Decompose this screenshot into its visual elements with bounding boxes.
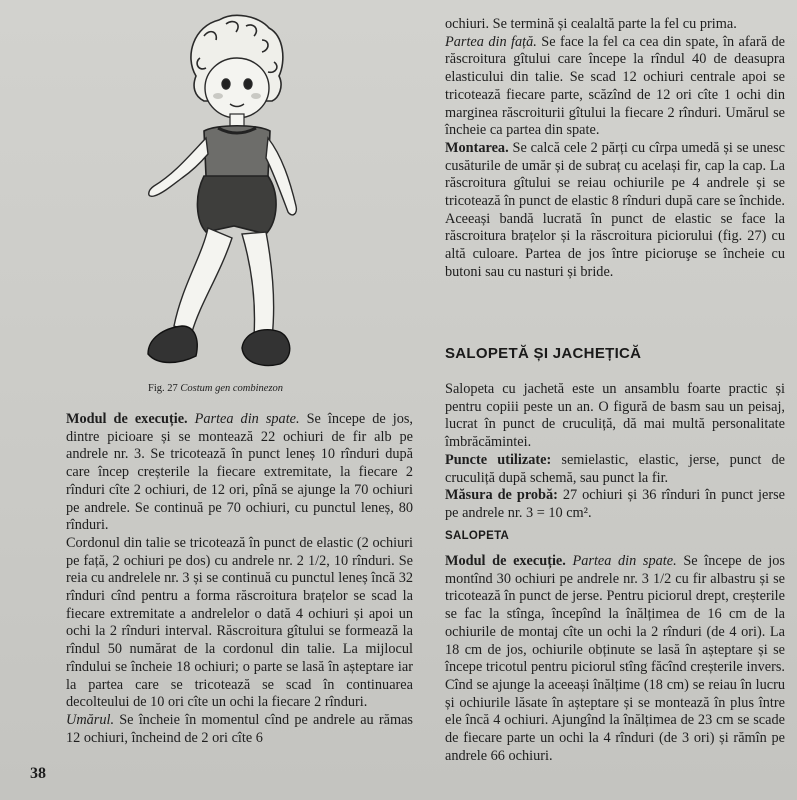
assembly-label: Montarea.: [445, 139, 509, 156]
right-paragraph-2-text: Se calcă cele 2 părți cu cîrpa umedă și se unesc cusăturile de umăr și de subraț cu același fir, cap la cap. La răscroitura gîtului se reiau ochiurile pe 4 andrele și se tricotează în punct de elastic 8 rînduri după care se închide. Aceeași bandă lucrată în punct de elastic se face la răscroitura brațelor și la răscroitura piciorului (fig. 27) cu altă culoare. Partea de jos între picioruşe se încheie cu butoni sau cu nasturi și bride.: [445, 139, 785, 280]
right-paragraph-0: ochiuri. Se termină și cealaltă parte la fel cu prima.: [445, 16, 737, 32]
left-leg: [174, 228, 232, 332]
gauge-label: Măsura de probă:: [445, 487, 558, 504]
right-paragraph-1: [445, 34, 785, 140]
figure-caption-label: Fig. 27: [148, 383, 178, 394]
right-column: [445, 16, 785, 282]
front-part-subheading: Partea din față.: [445, 33, 537, 50]
child-romper-illustration: [134, 6, 334, 376]
section-heading-overall-jacket: SALOPETĂ ȘI JACHEȚICĂ: [445, 345, 642, 362]
right-paragraph-1-text: Se face la fel ca cea din spate, în afară de răscroitura gîtului care începe la rîndul 40 de deasupra elasticului din talie. Se scad 12 ochiuri centrale apoi se tricotează fiecare parte, scăzînd de 12 ori cîte 1 ochi din marginea răscroiturii gîtului la fiecare 2 rînduri. Umărul se încheie ca partea din spate.: [445, 33, 785, 139]
right-paragraph-2: [445, 140, 785, 282]
right-paragraph-6-text: Se începe de jos montînd 30 ochiuri pe andrele nr. 3 1/2 cu fir albastru și se tricotează în punct de jerse. Pentru piciorul drept, creșterile se fac la stînga, începînd la înălțimea de 16 cm de la ochiurile de montaj cîte un ochi la 2 rînduri (de 4 ori). La 18 cm de jos, ochiurile obținute se lasă în așteptare și se începe tricotul pentru piciorul stîng făcînd creșterile invers. Cînd se ajunge la aceeași înălțime (18 cm) se reiau în lucru și ochiurile lăsate în așteptare și se montează în plus între ele încă 4 ochiuri. Ajungînd la înălțimea de 23 cm se scade de fiecare parte un ochi la 4 rînduri (de 3 ori) și rămîn pe andrele 66 ochiuri.: [445, 553, 785, 764]
left-paragraph-2: Cordonul din talie se tricotează în punct de elastic (2 ochiuri pe față, 2 ochiuri pe dos) cu andrele nr. 2 1/2, 10 rînduri. Se reia cu andrelele nr. 3 și se continuă cu punctul leneș încă 32 rînduri cînd pentru a forma răscroitura brațelor se scad la fiecare extremitate a andrelelor o dată 4 ochiuri și apoi un ochi la 2 rînduri interval. Răscroitura gîtului se formează la rîndul 50 numărat de la cordonul din talie. La mijlocul rîndului se încheie 18 ochiuri; o parte se lasă în așteptare iar la partea care se tricotează se scad în continuarea decolteului de 10 ori cîte un ochi la fiecare 2 rînduri.: [66, 534, 413, 711]
right-paragraph-5-text: 27 ochiuri și 36 rînduri în punct jerse pe andrele nr. 3 = 10 cm².: [445, 487, 785, 521]
figure-caption: [148, 383, 283, 394]
right-shoe: [242, 330, 290, 366]
right-paragraph-4: [445, 452, 785, 487]
right-paragraph-4-text: semielastic, elastic, jerse, punct de cruculiță după schemă, sau punct la fir.: [445, 451, 785, 486]
right-paragraph-5: [445, 487, 785, 522]
back-part-subheading: Partea din spate.: [194, 411, 300, 427]
left-paragraph-3-text: Se încheie în momentul cînd pe andrele au rămas 12 ochiuri, încheind de 2 ori cîte 6: [66, 711, 414, 746]
left-paragraph-1-text: Se începe de jos, dintre picioare și se montează 22 ochiuri de fir alb pe andrele nr. 3. Se tricotează în punct leneș 10 rînduri după care încep creșterile la fiecare extremitate, la fiecare 2 rînduri cîte 2 ochiuri, de 12 ori, pînă se ajunge la 70 ochiuri pe andrele. Se continuă pe 70 ochiuri, cu punctul leneș, 80 rînduri.: [66, 411, 413, 534]
right-column-bottom: [445, 553, 785, 765]
romper-shorts: [197, 176, 276, 234]
stitches-used-label: Puncte utilizate:: [445, 451, 552, 468]
left-column: [66, 411, 413, 747]
right-paragraph-6: [445, 553, 785, 765]
left-shoe: [148, 326, 197, 363]
right-column-lower: [445, 381, 785, 523]
back-part-subheading-2: Partea din spate.: [572, 553, 677, 569]
section-heading-overall: SALOPETA: [445, 530, 510, 542]
left-paragraph-1: [66, 411, 413, 535]
execution-label: Modul de execuție.: [66, 411, 188, 427]
right-paragraph-3: Salopeta cu jachetă este un ansamblu foarte practic și pentru copiii peste un an. O figură de basm sau un peisaj, lucrat în punct de cruculiță, dă mai multă personalitate îmbrăcămintei.: [445, 381, 785, 451]
face: [205, 58, 269, 118]
figure-caption-title: Costum gen combinezon: [180, 383, 284, 394]
shoulder-subheading: Umărul.: [66, 711, 115, 728]
right-leg: [242, 232, 274, 338]
page-number: 38: [30, 765, 46, 782]
left-paragraph-3: [66, 712, 413, 747]
execution-label-2: Modul de execuție.: [445, 553, 566, 569]
